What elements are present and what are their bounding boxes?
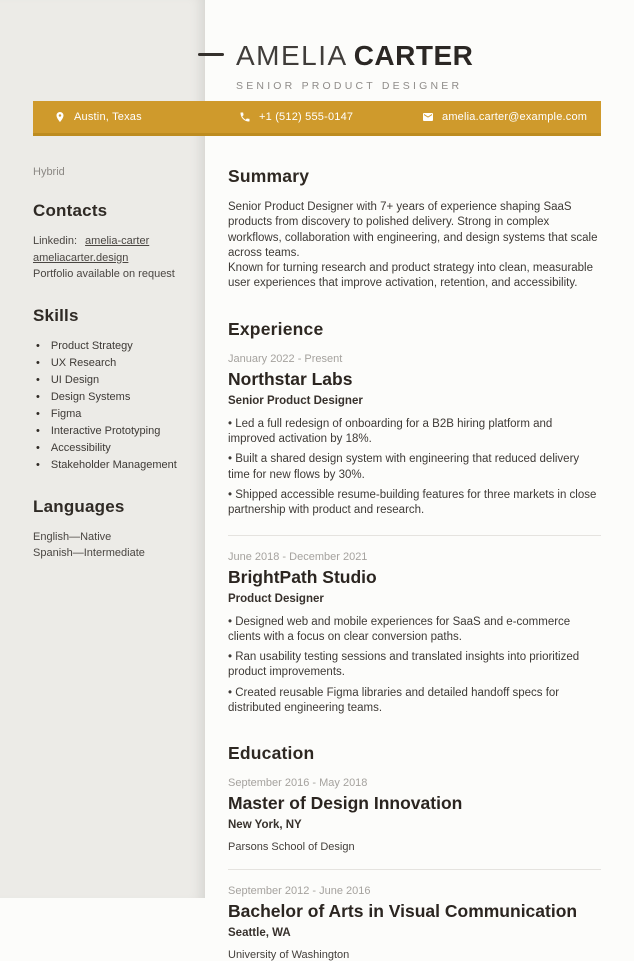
role-title: Senior Product Designer bbox=[228, 394, 363, 407]
contact-phone bbox=[239, 101, 353, 133]
experience-bullet: • Ran usability testing sessions and translated insights into prioritized product improvements. bbox=[228, 650, 601, 681]
skill-item: • Accessibility bbox=[36, 440, 195, 457]
skill-item: • Design Systems bbox=[36, 389, 195, 406]
experience-bullet: • Built a shared design system with engineering that reduced delivery time for new flows by 30%. bbox=[228, 452, 601, 483]
degree-name: Master of Design Innovation bbox=[228, 793, 463, 814]
main-content bbox=[228, 166, 601, 961]
skill-item: • Interactive Prototyping bbox=[36, 423, 195, 440]
portfolio-note: Portfolio available on request bbox=[33, 268, 175, 280]
job-title: SENIOR PRODUCT DESIGNER bbox=[236, 80, 463, 92]
school-name: Parsons School of Design bbox=[228, 841, 355, 854]
last-name: CARTER bbox=[353, 40, 474, 71]
linkedin-label: Linkedin: bbox=[33, 235, 78, 247]
education-entry bbox=[228, 885, 601, 961]
experience-bullet: • Shipped accessible resume-building features for three markets in close partnership with product and research. bbox=[228, 488, 601, 519]
education-heading: Education bbox=[228, 743, 315, 764]
first-name: AMELIA bbox=[236, 40, 348, 71]
entry-dates: September 2016 - May 2018 bbox=[228, 777, 368, 790]
linkedin-line bbox=[33, 233, 195, 250]
experience-bullet: • Created reusable Figma libraries and detailed handoff specs for distributed engineering teams. bbox=[228, 686, 601, 717]
education-entry bbox=[228, 777, 601, 853]
entry-divider bbox=[228, 535, 601, 536]
website-link[interactable]: ameliacarter.design bbox=[33, 251, 129, 264]
contacts-heading: Contacts bbox=[33, 201, 108, 220]
language-item: Spanish—Intermediate bbox=[33, 547, 145, 559]
resume-header bbox=[236, 40, 473, 92]
contact-bar bbox=[33, 101, 601, 136]
skill-item: • Product Strategy bbox=[36, 338, 195, 355]
contact-email bbox=[422, 101, 587, 133]
phone-icon bbox=[239, 111, 251, 123]
experience-entry bbox=[228, 353, 601, 519]
experience-bullet: • Led a full redesign of onboarding for a B2B hiring platform and improved activation by 18%. bbox=[228, 417, 601, 448]
location-text: Austin, Texas bbox=[74, 111, 142, 123]
education-location: New York, NY bbox=[228, 819, 302, 832]
role-title: Product Designer bbox=[228, 592, 324, 605]
skill-item: • Stakeholder Management bbox=[36, 457, 195, 474]
phone-text: +1 (512) 555-0147 bbox=[259, 111, 354, 123]
education-location: Seattle, WA bbox=[228, 927, 291, 940]
entry-dates: June 2018 - December 2021 bbox=[228, 550, 368, 563]
skill-item: • UI Design bbox=[36, 372, 195, 389]
envelope-icon bbox=[422, 111, 434, 123]
email-text: amelia.carter@example.com bbox=[442, 111, 588, 123]
summary-paragraph: Senior Product Designer with 7+ years of experience shaping SaaS products from discovery to polished delivery. Strong in complex workflows, collaboration with engineering, and design systems that scale across teams. bbox=[228, 201, 598, 259]
experience-entry bbox=[228, 551, 601, 717]
company-name: Northstar Labs bbox=[228, 368, 353, 389]
name-accent-dash bbox=[198, 53, 224, 56]
linkedin-link[interactable]: amelia-carter bbox=[85, 235, 150, 247]
skill-item: • UX Research bbox=[36, 355, 195, 372]
entry-divider bbox=[228, 869, 601, 870]
languages-heading: Languages bbox=[33, 496, 125, 516]
degree-name: Bachelor of Arts in Visual Communication bbox=[228, 901, 578, 922]
website-line bbox=[33, 250, 195, 267]
entry-dates: January 2022 - Present bbox=[228, 352, 343, 365]
skills-heading: Skills bbox=[33, 305, 79, 325]
experience-heading: Experience bbox=[228, 318, 324, 339]
work-mode-label: Hybrid bbox=[33, 166, 65, 178]
candidate-name bbox=[236, 40, 473, 72]
entry-dates: September 2012 - June 2016 bbox=[228, 885, 371, 898]
skill-item: • Figma bbox=[36, 406, 195, 423]
location-pin-icon bbox=[54, 111, 66, 123]
company-name: BrightPath Studio bbox=[228, 566, 377, 587]
school-name: University of Washington bbox=[228, 949, 350, 961]
skills-list bbox=[33, 338, 195, 474]
summary-paragraph: Known for turning research and product strategy into clean, measurable user experiences that improve activation, retention, and accessibility. bbox=[228, 262, 594, 290]
language-item: English—Native bbox=[33, 530, 112, 543]
experience-bullet: • Designed web and mobile experiences for SaaS and e-commerce clients with a focus on clear conversion paths. bbox=[228, 615, 601, 646]
sidebar-content bbox=[33, 166, 195, 562]
summary-heading: Summary bbox=[228, 166, 310, 186]
contact-location bbox=[54, 101, 142, 133]
